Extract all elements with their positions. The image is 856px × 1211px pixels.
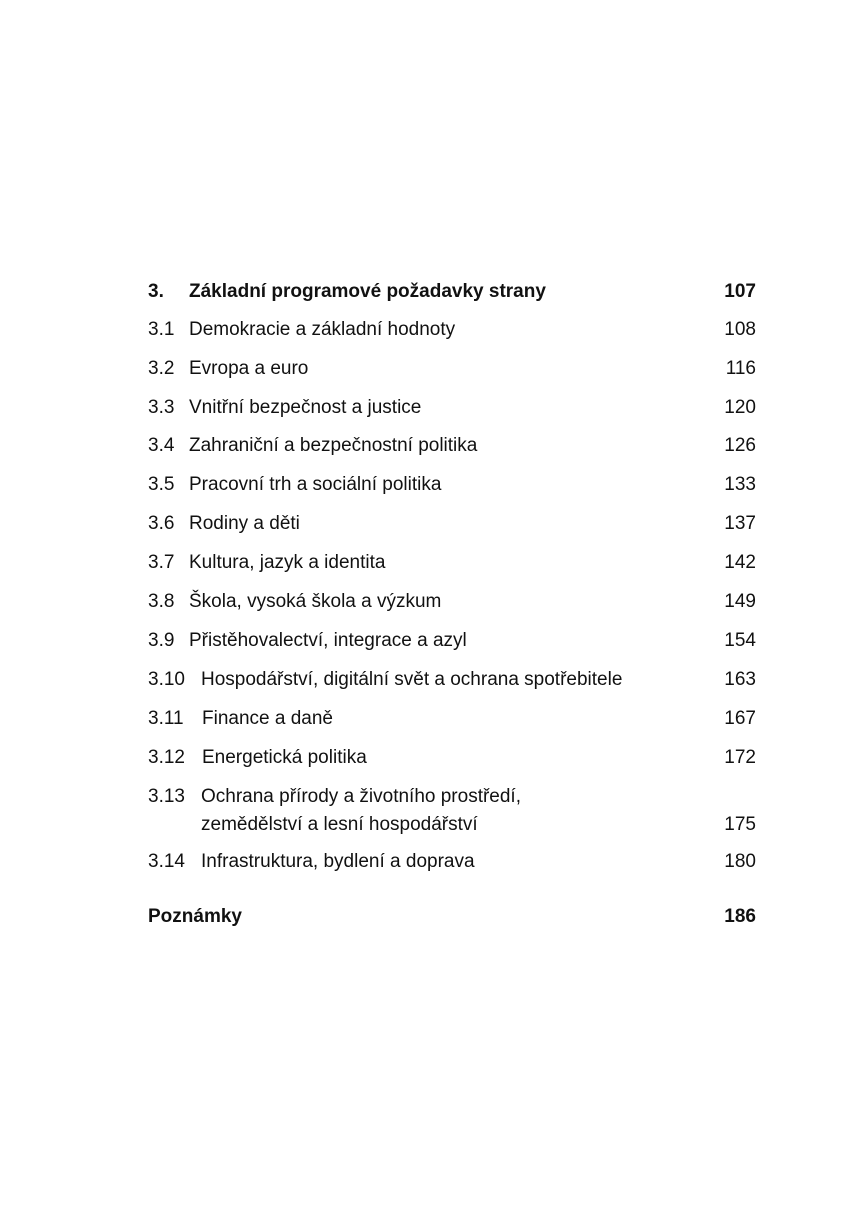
toc-entry-number: 3.14 (148, 851, 185, 872)
toc-entry-3-12[interactable] (148, 746, 756, 770)
toc-entry-page: 154 (724, 630, 756, 651)
toc-entry-number: 3.7 (148, 552, 175, 573)
toc-entry-number: 3.1 (148, 319, 175, 340)
toc-entry-3-2[interactable] (148, 357, 756, 381)
toc-entry-3-7[interactable] (148, 551, 756, 575)
toc-entry-title: Pracovní trh a sociální politika (189, 474, 442, 495)
toc-entry-notes[interactable] (148, 905, 756, 929)
toc-entry-title: Finance a daně (202, 708, 333, 729)
toc-entry-title: Kultura, jazyk a identita (189, 552, 386, 573)
toc-entry-3-8[interactable] (148, 590, 756, 614)
toc-entry-number: 3.5 (148, 474, 175, 495)
toc-entry-page: 163 (724, 669, 756, 690)
toc-entry-3-11[interactable] (148, 707, 756, 731)
toc-entry-3-10[interactable] (148, 668, 756, 692)
toc-entry-page: 126 (724, 435, 756, 456)
toc-entry-number: 3.6 (148, 513, 175, 534)
toc-entry-number: 3.10 (148, 669, 185, 690)
toc-entry-page: 149 (724, 591, 756, 612)
toc-entry-3-9[interactable] (148, 629, 756, 653)
toc-entry-3[interactable] (148, 280, 756, 304)
toc-entry-number: 3.12 (148, 747, 185, 768)
toc-entry-number: 3.4 (148, 435, 175, 456)
toc-entry-page: 180 (724, 851, 756, 872)
toc-entry-3-1[interactable] (148, 318, 756, 342)
toc-entry-page: 172 (724, 747, 756, 768)
toc-entry-page: 142 (724, 552, 756, 573)
toc-entry-title: Ochrana přírody a životního prostředí, (201, 786, 521, 807)
toc-entry-3-3[interactable] (148, 396, 756, 420)
toc-entry-number: 3. (148, 281, 164, 302)
toc-entry-3-13[interactable] (148, 785, 756, 837)
toc-entry-page: 108 (724, 319, 756, 340)
toc-entry-page: 186 (724, 906, 756, 927)
toc-entry-title: Demokracie a základní hodnoty (189, 319, 456, 340)
toc-entry-title: Škola, vysoká škola a výzkum (189, 591, 442, 612)
table-of-contents (148, 0, 756, 1211)
toc-entry-title: Vnitřní bezpečnost a justice (189, 397, 422, 418)
toc-entry-3-6[interactable] (148, 512, 756, 536)
toc-entry-title: Rodiny a děti (189, 513, 300, 534)
toc-entry-page: 107 (724, 281, 756, 302)
toc-entry-title: Infrastruktura, bydlení a doprava (201, 851, 475, 872)
toc-entry-title: Evropa a euro (189, 358, 309, 379)
toc-entry-title: Poznámky (148, 906, 242, 927)
toc-entry-number: 3.11 (148, 708, 184, 729)
toc-entry-3-14[interactable] (148, 850, 756, 874)
toc-entry-title: Přistěhovalectví, integrace a azyl (189, 630, 467, 651)
toc-entry-number: 3.13 (148, 786, 185, 807)
toc-entry-page: 116 (725, 358, 756, 379)
toc-entry-3-4[interactable] (148, 434, 756, 458)
toc-entry-title: Základní programové požadavky strany (189, 281, 546, 302)
toc-entry-title-continued: zemědělství a lesní hospodářství (201, 814, 478, 835)
toc-entry-title: Hospodářství, digitální svět a ochrana spotřebitele (201, 669, 623, 690)
toc-entry-page: 137 (724, 513, 756, 534)
toc-entry-number: 3.8 (148, 591, 175, 612)
toc-entry-page: 167 (724, 708, 756, 729)
toc-entry-page: 175 (724, 814, 756, 835)
toc-entry-3-5[interactable] (148, 473, 756, 497)
toc-entry-title: Energetická politika (202, 747, 367, 768)
toc-entry-page: 133 (724, 474, 756, 495)
toc-entry-title: Zahraniční a bezpečnostní politika (189, 435, 478, 456)
toc-entry-number: 3.9 (148, 630, 175, 651)
toc-entry-number: 3.2 (148, 358, 175, 379)
toc-entry-number: 3.3 (148, 397, 175, 418)
toc-entry-page: 120 (724, 397, 756, 418)
